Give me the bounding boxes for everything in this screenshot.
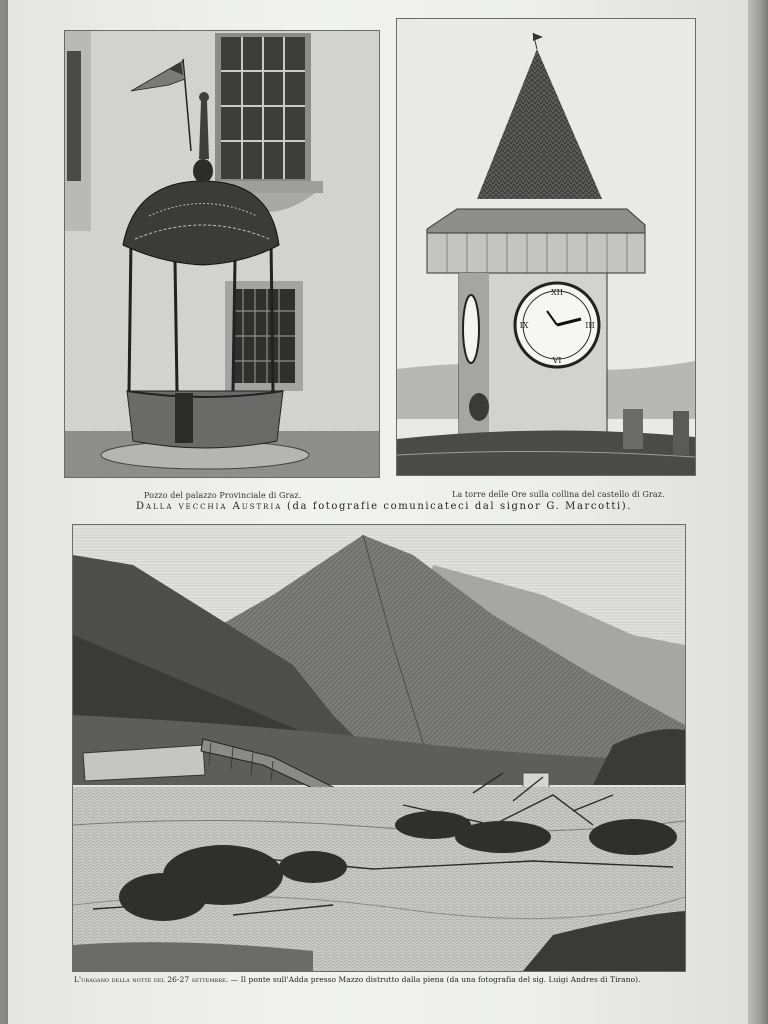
section-title-lead: Dalla vecchia Austria bbox=[136, 501, 283, 512]
well-illustration bbox=[65, 31, 379, 477]
clock-tower-illustration bbox=[397, 19, 695, 475]
well-photo bbox=[64, 30, 380, 478]
section-title-rest: (da fotografie comunicateci dal signor G. Marcotti). bbox=[282, 501, 633, 512]
clock-tower-photo bbox=[396, 18, 696, 476]
flood-caption-lead: L'uragano della notte del 26-27 settembre. bbox=[74, 975, 229, 984]
svg-text:III: III bbox=[585, 321, 595, 330]
flood-caption-text: — Il ponte sull'Adda presso Mazzo distrutto dalla piena (da una fotografia del sig. Luigi Andres di Tirano). bbox=[228, 975, 641, 984]
flood-engraving bbox=[72, 524, 686, 972]
page-edge bbox=[748, 0, 768, 1024]
section-title bbox=[136, 501, 632, 512]
clock-tower-caption: La torre delle Ore sulla collina del castello di Graz. bbox=[452, 490, 665, 499]
svg-text:VI: VI bbox=[552, 356, 562, 365]
svg-text:IX: IX bbox=[519, 321, 529, 330]
flood-caption bbox=[74, 975, 641, 984]
well-caption: Pozzo del palazzo Provinciale di Graz. bbox=[144, 491, 302, 500]
flood-illustration bbox=[73, 525, 685, 971]
svg-text:XII: XII bbox=[550, 288, 564, 297]
